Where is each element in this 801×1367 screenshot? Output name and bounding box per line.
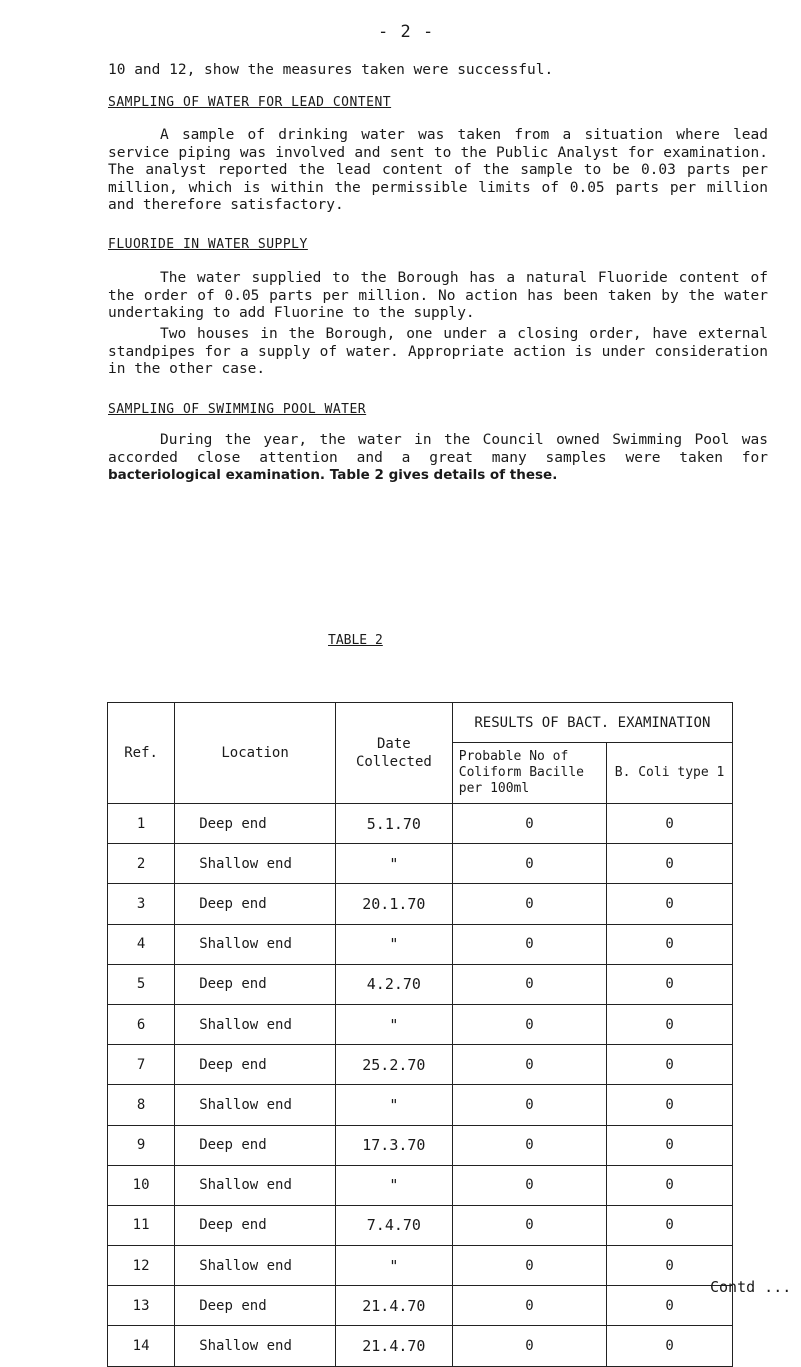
cell-location: Shallow end <box>175 1085 336 1125</box>
lead-heading: SAMPLING OF WATER FOR LEAD CONTENT <box>108 95 392 110</box>
cell-bcoli: 0 <box>607 844 733 884</box>
cell-location: Deep end <box>175 1286 336 1326</box>
cell-bcoli: 0 <box>607 804 733 844</box>
cell-ref: 2 <box>108 844 175 884</box>
cell-ref: 8 <box>108 1085 175 1125</box>
cell-location: Shallow end <box>175 844 336 884</box>
intro-line: 10 and 12, show the measures taken were successful. <box>108 62 554 78</box>
cell-ref: 10 <box>108 1165 175 1205</box>
cell-location: Shallow end <box>175 1326 336 1366</box>
cell-location: Shallow end <box>175 1165 336 1205</box>
table-row <box>108 844 733 884</box>
cell-bcoli: 0 <box>607 964 733 1004</box>
cell-date: " <box>335 924 452 964</box>
continued-note: Contd ... <box>710 1278 792 1296</box>
header-date: Date Collected <box>335 703 452 804</box>
page-number: - 2 - <box>378 22 435 42</box>
cell-coliform: 0 <box>452 1165 606 1205</box>
cell-bcoli: 0 <box>607 1004 733 1044</box>
table-row <box>108 1165 733 1205</box>
pool-paragraph-bold: bacteriological examination. Table 2 gives details of these. <box>108 467 558 483</box>
cell-bcoli: 0 <box>607 884 733 924</box>
fluoride-paragraph-2: Two houses in the Borough, one under a closing order, have external standpipes for a supply of water. Appropriate action is under consideration in the other case. <box>108 326 768 377</box>
cell-date: 25.2.70 <box>335 1045 452 1085</box>
table-row <box>108 964 733 1004</box>
header-location: Location <box>175 703 336 804</box>
cell-location: Deep end <box>175 964 336 1004</box>
cell-coliform: 0 <box>452 844 606 884</box>
cell-location: Deep end <box>175 1045 336 1085</box>
cell-ref: 12 <box>108 1246 175 1286</box>
cell-coliform: 0 <box>452 1045 606 1085</box>
lead-paragraph: A sample of drinking water was taken from a situation where lead service piping was involved and sent to the Public Analyst for examination. The analyst reported the lead content of the sample to be 0.03 parts per million, which is within the permissible limits of 0.05 parts per million and therefore satisfactory. <box>108 127 768 213</box>
cell-coliform: 0 <box>452 1085 606 1125</box>
table-row <box>108 884 733 924</box>
table-row <box>108 1004 733 1044</box>
cell-bcoli: 0 <box>607 1326 733 1366</box>
cell-ref: 4 <box>108 924 175 964</box>
cell-location: Shallow end <box>175 924 336 964</box>
cell-date: 5.1.70 <box>335 804 452 844</box>
table-row <box>108 804 733 844</box>
cell-location: Deep end <box>175 804 336 844</box>
cell-date: 20.1.70 <box>335 884 452 924</box>
header-results-group: RESULTS OF BACT. EXAMINATION <box>452 703 732 743</box>
pool-paragraph-text: During the year, the water in the Council owned Swimming Pool was accorded close attention and a great many samples were taken for <box>108 432 768 466</box>
table-row <box>108 1246 733 1286</box>
cell-date: 21.4.70 <box>335 1326 452 1366</box>
cell-ref: 11 <box>108 1205 175 1245</box>
cell-bcoli: 0 <box>607 1205 733 1245</box>
cell-ref: 5 <box>108 964 175 1004</box>
cell-coliform: 0 <box>452 804 606 844</box>
cell-bcoli: 0 <box>607 1125 733 1165</box>
cell-bcoli: 0 <box>607 1085 733 1125</box>
cell-date: 21.4.70 <box>335 1286 452 1326</box>
cell-date: 4.2.70 <box>335 964 452 1004</box>
cell-ref: 7 <box>108 1045 175 1085</box>
cell-location: Deep end <box>175 1205 336 1245</box>
cell-date: " <box>335 1085 452 1125</box>
fluoride-paragraph-1: The water supplied to the Borough has a natural Fluoride content of the order of 0.05 parts per million. No action has been taken by the water undertaking to add Fluorine to the supply. <box>108 270 768 321</box>
cell-location: Shallow end <box>175 1004 336 1044</box>
cell-coliform: 0 <box>452 884 606 924</box>
cell-coliform: 0 <box>452 1205 606 1245</box>
table-row <box>108 1045 733 1085</box>
cell-date: " <box>335 844 452 884</box>
table-row <box>108 1286 733 1326</box>
cell-location: Deep end <box>175 1125 336 1165</box>
table-row <box>108 1326 733 1366</box>
cell-bcoli: 0 <box>607 1045 733 1085</box>
cell-bcoli: 0 <box>607 924 733 964</box>
cell-bcoli: 0 <box>607 1165 733 1205</box>
cell-location: Shallow end <box>175 1246 336 1286</box>
cell-date: " <box>335 1004 452 1044</box>
table-row <box>108 924 733 964</box>
header-ref: Ref. <box>108 703 175 804</box>
cell-date: " <box>335 1246 452 1286</box>
cell-ref: 3 <box>108 884 175 924</box>
cell-coliform: 0 <box>452 1246 606 1286</box>
cell-bcoli: 0 <box>607 1286 733 1326</box>
cell-coliform: 0 <box>452 1286 606 1326</box>
cell-bcoli: 0 <box>607 1246 733 1286</box>
pool-heading: SAMPLING OF SWIMMING POOL WATER <box>108 402 367 417</box>
table-row <box>108 1205 733 1245</box>
cell-location: Deep end <box>175 884 336 924</box>
cell-coliform: 0 <box>452 1125 606 1165</box>
header-coliform: Probable No of Coliform Bacille per 100ml <box>452 743 606 804</box>
table-row <box>108 1085 733 1125</box>
cell-ref: 13 <box>108 1286 175 1326</box>
cell-ref: 9 <box>108 1125 175 1165</box>
table-title: TABLE 2 <box>328 633 383 648</box>
cell-coliform: 0 <box>452 964 606 1004</box>
cell-date: 7.4.70 <box>335 1205 452 1245</box>
cell-ref: 1 <box>108 804 175 844</box>
header-bcoli: B. Coli type 1 <box>607 743 733 804</box>
cell-date: " <box>335 1165 452 1205</box>
table-row <box>108 1125 733 1165</box>
cell-ref: 14 <box>108 1326 175 1366</box>
fluoride-heading: FLUORIDE IN WATER SUPPLY <box>108 237 308 252</box>
results-table <box>107 702 733 1367</box>
cell-coliform: 0 <box>452 924 606 964</box>
cell-coliform: 0 <box>452 1326 606 1366</box>
cell-coliform: 0 <box>452 1004 606 1044</box>
cell-ref: 6 <box>108 1004 175 1044</box>
cell-date: 17.3.70 <box>335 1125 452 1165</box>
pool-paragraph <box>108 432 768 485</box>
